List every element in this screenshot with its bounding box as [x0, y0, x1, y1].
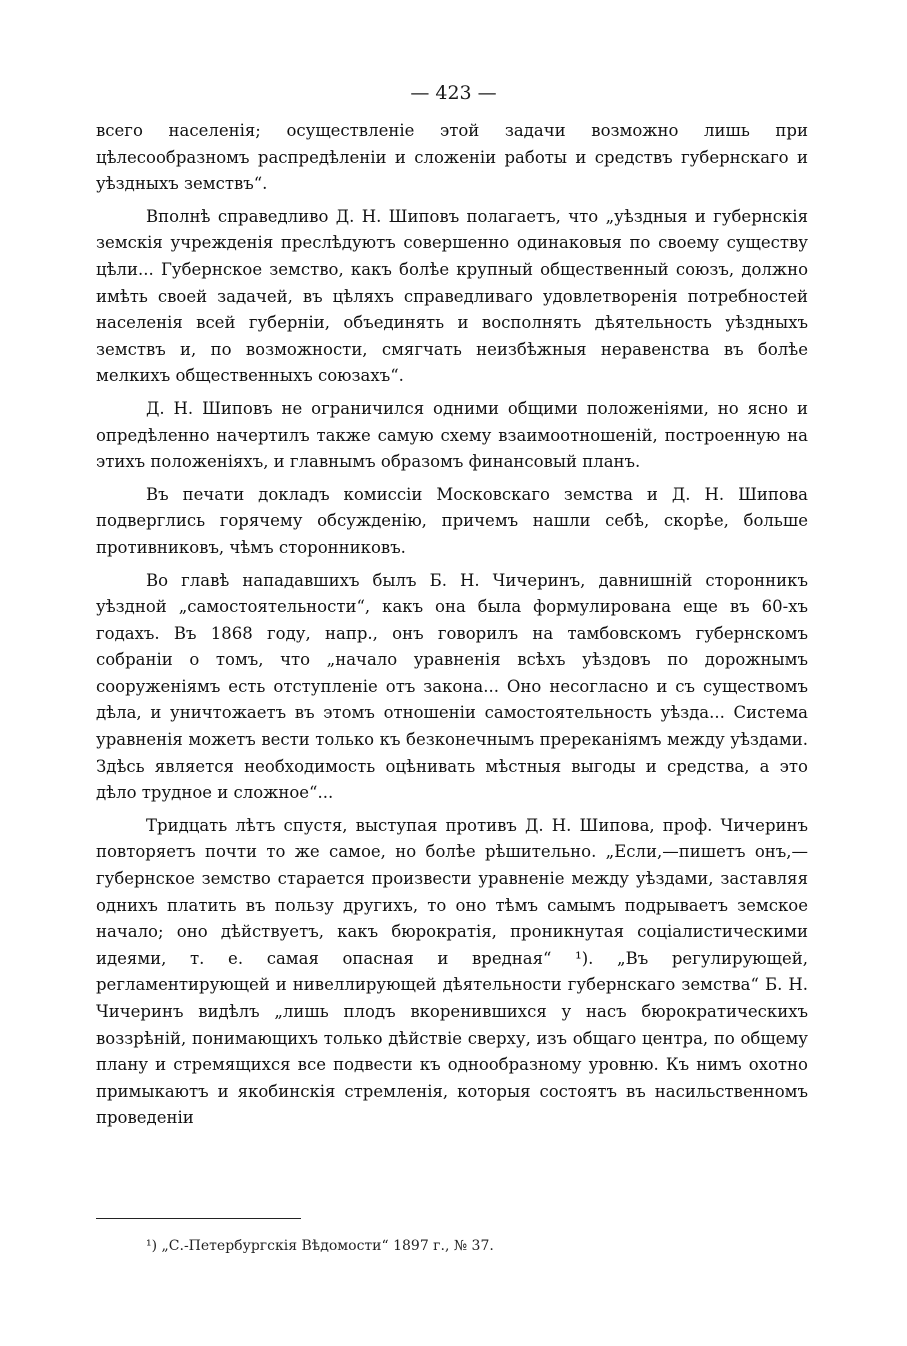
body-text	[96, 118, 808, 1138]
paragraph-1: всего населенія; осуществленіе этой задачи возможно лишь при цѣлесообразномъ распредѣленіи и сложеніи работы и средствъ губернскаго и уѣздныхъ земствъ“.	[96, 121, 808, 194]
paragraph-6: Тридцать лѣтъ спустя, выступая противъ Д. Н. Шипова, проф. Чичеринъ повторяетъ почти то же самое, но болѣе рѣшительно. „Если,—пишетъ онъ,—губернское земство старается произвести уравненіе между уѣздами, заставляя однихъ платить въ пользу другихъ, то оно тѣмъ самымъ подрываетъ земское начало; оно дѣйствуетъ, какъ бюрократія, проникнутая соціалистическими идеями, т. е. самая опасная и вредная“ ¹). „Въ регулирующей, регламентирующей и нивеллирующей дѣятельности губернскаго земства“ Б. Н. Чичеринъ видѣлъ „лишь плодъ вкоренившихся у насъ бюрократическихъ воззрѣній, понимающихъ только дѣйствіе сверху, изъ общаго центра, по общему плану и стремящихся все подвести къ однообразному уровню. Къ нимъ охотно примыкаютъ и якобинскія стремленія, которыя состоятъ въ насильственномъ проведеніи	[96, 815, 808, 1128]
paragraph-4: Въ печати докладъ комиссіи Московскаго земства и Д. Н. Шипова подверглись горячему обсужденію, причемъ нашли себѣ, скорѣе, больше противниковъ, чѣмъ сторонниковъ.	[96, 484, 808, 557]
paragraph-3: Д. Н. Шиповъ не ограничился одними общими положеніями, но ясно и опредѣленно начертилъ также самую схему взаимоотношеній, построенную на этихъ положеніяхъ, и главнымъ образомъ финансовый планъ.	[96, 398, 808, 472]
footnote: ¹) „С.-Петербургскія Вѣдомости“ 1897 г., № 37.	[146, 1238, 494, 1254]
paragraph-2: Вполнѣ справедливо Д. Н. Шиповъ полагаетъ, что „уѣздныя и губернскія земскія учрежденія преслѣдуютъ совершенно одинаковыя по своему существу цѣли... Губернское земство, какъ болѣе крупный общественный союзъ, должно имѣть своей задачей, въ цѣляхъ справедливаго удовлетворенія потребностей населенія всей губерніи, объединять и восполнять дѣятельность уѣздныхъ земствъ и, по возможности, смягчать неизбѣжныя неравенства въ болѣе мелкихъ общественныхъ союзахъ“.	[96, 206, 808, 386]
paragraph-5: Во главѣ нападавшихъ былъ Б. Н. Чичеринъ, давнишній сторонникъ уѣздной „самостоятельности“, какъ она была формулирована еще въ 60-хъ годахъ. Въ 1868 году, напр., онъ говорилъ на тамбовскомъ губернскомъ собраніи о томъ, что „начало уравненія всѣхъ уѣздовъ по дорожнымъ сооруженіямъ есть отступленіе отъ закона... Оно несогласно и съ существомъ дѣла, и уничтожаетъ въ этомъ отношеніи самостоятельность уѣзда... Система уравненія можетъ вести только къ безконечнымъ пререканіямъ между уѣздами. Здѣсь является необходимость оцѣнивать мѣстныя выгоды и средства, а это дѣло трудное и сложное“...	[96, 570, 808, 803]
page-number: — 423 —	[410, 82, 497, 104]
footnote-divider	[96, 1218, 301, 1219]
